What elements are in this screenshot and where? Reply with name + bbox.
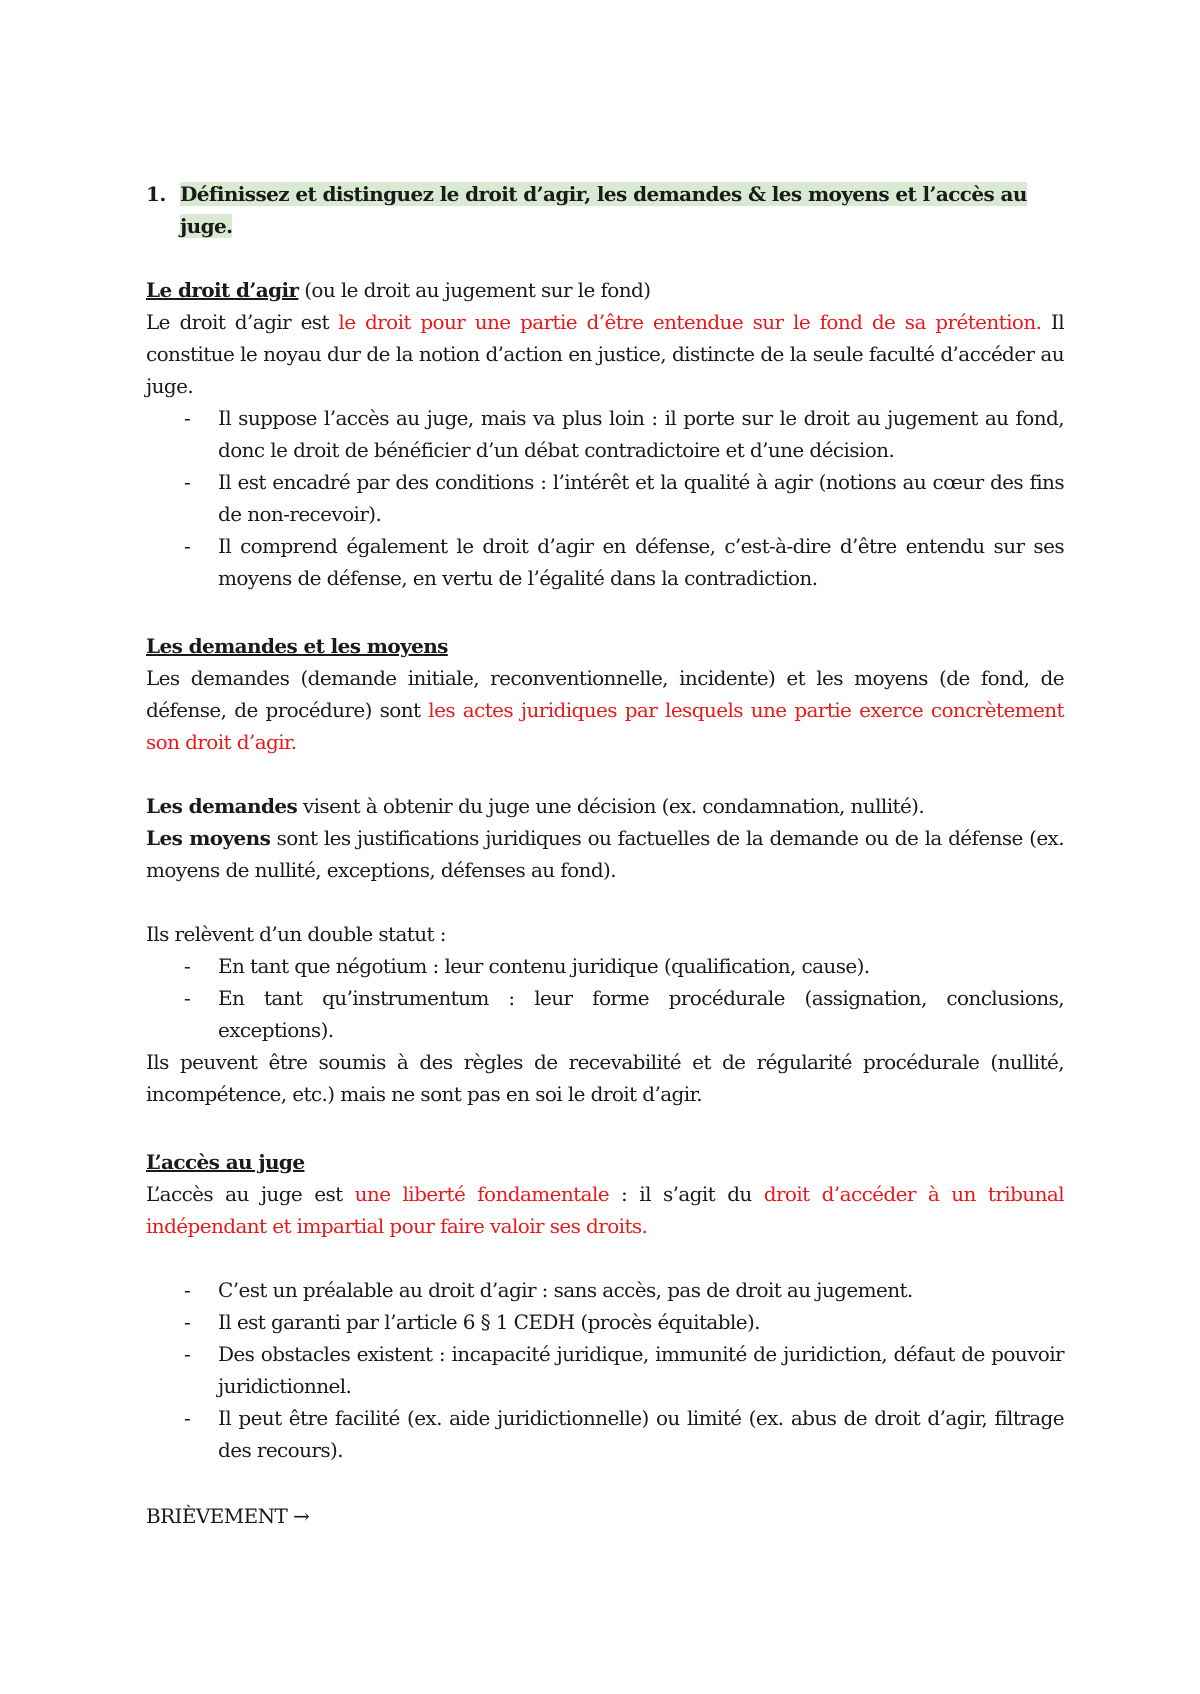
list-item	[146, 950, 1064, 982]
section-droit-agir	[146, 274, 1064, 594]
spacer	[146, 758, 1064, 790]
section-demandes-moyens	[146, 630, 1064, 1110]
section-intro	[146, 1178, 1064, 1242]
list-item-text: Des obstacles existent : incapacité juridique, immunité de juridiction, défaut de pouvoir juridictionnel.	[218, 1342, 1064, 1398]
question-line-1: Définissez et distinguez le droit d’agir, les demandes & les moyens et l’accès au	[180, 182, 1027, 206]
brievement-text: BRIÈVEMENT →	[146, 1504, 310, 1528]
intro-red-text-2: droit d’accéder à un tribunal indépendant et impartial pour faire valoir ses droits.	[146, 1182, 1064, 1238]
droit-agir-list	[146, 402, 1064, 594]
question-number: 1.	[146, 182, 166, 206]
list-item	[146, 466, 1064, 530]
intro-text: Les demandes (demande initiale, reconventionnelle, incidente) et les moyens (de fond, de défense, de procédure) sont	[146, 666, 1064, 722]
list-item	[146, 402, 1064, 466]
list-item	[146, 1306, 1064, 1338]
bullet-dash: -	[184, 1406, 191, 1430]
list-item	[146, 1402, 1064, 1466]
statut-intro: Ils relèvent d’un double statut :	[146, 922, 446, 946]
bullet-dash: -	[184, 1278, 191, 1302]
list-item-text: Il suppose l’accès au juge, mais va plus loin : il porte sur le droit au jugement au fond, donc le droit de bénéficier d’un débat contradictoire et d’une décision.	[218, 406, 1064, 462]
bullet-dash: -	[184, 1342, 191, 1366]
brievement-line	[146, 1500, 1064, 1532]
spacer	[146, 1242, 1064, 1274]
list-item-text: En tant que négotium : leur contenu juridique (qualification, cause).	[218, 954, 870, 978]
list-item	[146, 982, 1064, 1046]
bullet-dash: -	[184, 406, 191, 430]
bullet-dash: -	[184, 470, 191, 494]
section-title: Le droit d’agir	[146, 278, 299, 302]
list-item-text: Il comprend également le droit d’agir en défense, c’est-à-dire d’être entendu sur ses moyens de défense, en vertu de l’égalité dans la contradiction.	[218, 534, 1064, 590]
question-line-2: juge.	[180, 214, 233, 238]
acces-juge-list	[146, 1274, 1064, 1466]
intro-red-text: le droit pour une partie d’être entendue sur le fond de sa prétention.	[338, 310, 1042, 334]
intro-text-end: Il constitue le noyau dur de la notion d’action en justice, distincte de la seule faculté d’accéder au juge.	[146, 310, 1064, 398]
list-item	[146, 1274, 1064, 1306]
moyens-text: sont les justifications juridiques ou factuelles de la demande ou de la défense (ex. moyens de nullité, exceptions, défenses au fond).	[146, 826, 1064, 882]
spacer	[146, 886, 1064, 918]
moyens-label: Les moyens	[146, 826, 271, 850]
bullet-dash: -	[184, 1310, 191, 1334]
list-item-text: Il peut être facilité (ex. aide juridictionnelle) ou limité (ex. abus de droit d’agir, filtrage des recours).	[218, 1406, 1064, 1462]
section-title-line	[146, 1146, 1064, 1178]
section-title: L’accès au juge	[146, 1150, 305, 1174]
list-item	[146, 530, 1064, 594]
statut-list	[146, 950, 1064, 1046]
question-heading	[146, 178, 1064, 242]
intro-text: L’accès au juge est	[146, 1182, 355, 1206]
list-item-text: C’est un préalable au droit d’agir : sans accès, pas de droit au jugement.	[218, 1278, 913, 1302]
bullet-dash: -	[184, 986, 191, 1010]
list-item-text: Il est encadré par des conditions : l’intérêt et la qualité à agir (notions au cœur des fins de non-recevoir).	[218, 470, 1064, 526]
list-item	[146, 1338, 1064, 1402]
demandes-text: visent à obtenir du juge une décision (ex. condamnation, nullité).	[297, 794, 925, 818]
section-title-suffix: (ou le droit au jugement sur le fond)	[298, 278, 651, 302]
section-title: Les demandes et les moyens	[146, 634, 448, 658]
moyens-paragraph	[146, 822, 1064, 886]
intro-text-mid: : il s’agit du	[608, 1182, 764, 1206]
section-acces-juge	[146, 1146, 1064, 1466]
intro-text: Le droit d’agir est	[146, 310, 339, 334]
section-conclusion: Ils peuvent être soumis à des règles de recevabilité et de régularité procédurale (nullité, incompétence, etc.) mais ne sont pas en soi le droit d’agir.	[146, 1050, 1064, 1106]
list-item-text: En tant qu’instrumentum : leur forme procédurale (assignation, conclusions, exceptions).	[218, 986, 1064, 1042]
bullet-dash: -	[184, 954, 191, 978]
intro-red-text: une liberté fondamentale	[354, 1182, 609, 1206]
intro-red-text: les actes juridiques par lesquels une partie exerce concrètement son droit d’agir.	[146, 698, 1064, 754]
section-title-line	[146, 274, 1064, 306]
list-item-text: Il est garanti par l’article 6 § 1 CEDH (procès équitable).	[218, 1310, 760, 1334]
section-intro	[146, 306, 1064, 402]
bullet-dash: -	[184, 534, 191, 558]
section-intro	[146, 662, 1064, 758]
demandes-label: Les demandes	[146, 794, 298, 818]
demandes-paragraph	[146, 790, 1064, 822]
section-title-line	[146, 630, 1064, 662]
